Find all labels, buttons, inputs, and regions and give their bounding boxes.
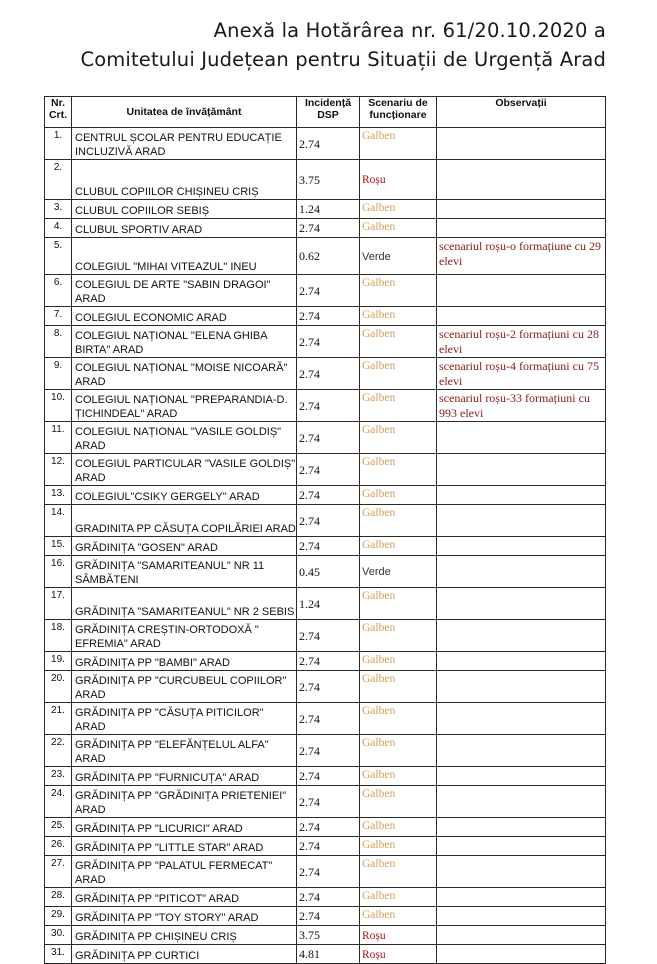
incidence-value: 2.74 [297, 537, 360, 556]
table-row [45, 888, 606, 907]
scenario-badge: Galben [360, 786, 437, 818]
observations [437, 888, 606, 907]
header-observations: Observații [437, 97, 606, 128]
observations [437, 588, 606, 620]
observations [437, 307, 606, 326]
table-row [45, 358, 606, 390]
scenario-badge: Galben [360, 358, 437, 390]
row-number: 21. [45, 703, 72, 735]
scenario-badge: Galben [360, 422, 437, 454]
school-name: COLEGIUL NAȚIONAL "MOISE NICOARĂ" ARAD [72, 358, 297, 390]
row-number: 18. [45, 620, 72, 652]
table-row [45, 818, 606, 837]
observations [437, 454, 606, 486]
incidence-value: 0.62 [297, 238, 360, 275]
observations: scenariul roșu-4 formațiuni cu 75 elevi [437, 358, 606, 390]
document-title [80, 16, 606, 74]
school-name: COLEGIUL PARTICULAR "VASILE GOLDIȘ" ARAD [72, 454, 297, 486]
scenario-badge: Galben [360, 454, 437, 486]
row-number: 29. [45, 907, 72, 926]
observations [437, 486, 606, 505]
table-row [45, 454, 606, 486]
observations [437, 275, 606, 307]
observations: scenariul roșu-33 formațiuni cu 993 elevi [437, 390, 606, 422]
school-name: CLUBUL COPIILOR SEBIȘ [72, 200, 297, 219]
school-name: GRĂDINIȚA PP "CURCUBEUL COPIILOR" ARAD [72, 671, 297, 703]
observations [437, 926, 606, 945]
incidence-value: 2.74 [297, 390, 360, 422]
scenario-badge: Galben [360, 620, 437, 652]
incidence-value: 1.24 [297, 200, 360, 219]
school-name: COLEGIUL"CSIKY GERGELY" ARAD [72, 486, 297, 505]
row-number: 12. [45, 454, 72, 486]
header-unit: Unitatea de învățământ [72, 97, 297, 128]
observations [437, 907, 606, 926]
row-number: 2. [45, 160, 72, 200]
school-name: GRĂDINIȚA PP "LICURICI" ARAD [72, 818, 297, 837]
observations [437, 703, 606, 735]
row-number: 10. [45, 390, 72, 422]
table-row [45, 390, 606, 422]
header-scenario: Scenariu de funcționare [360, 97, 437, 128]
school-name: COLEGIUL "MIHAI VITEAZUL" INEU [72, 238, 297, 275]
scenario-badge: Galben [360, 390, 437, 422]
scenario-badge: Verde [360, 238, 437, 275]
table-row [45, 486, 606, 505]
observations [437, 837, 606, 856]
school-name: CLUBUL COPIILOR CHIȘINEU CRIȘ [72, 160, 297, 200]
schools-table [44, 96, 606, 964]
table-row [45, 945, 606, 964]
incidence-value: 2.74 [297, 128, 360, 160]
school-name: GRĂDINIȚA "GOSEN" ARAD [72, 537, 297, 556]
scenario-badge: Galben [360, 818, 437, 837]
title-line-1: Anexă la Hotărârea nr. 61/20.10.2020 a [213, 19, 606, 42]
table-row [45, 652, 606, 671]
scenario-badge: Galben [360, 275, 437, 307]
scenario-badge: Galben [360, 856, 437, 888]
incidence-value: 2.74 [297, 786, 360, 818]
school-name: GRĂDINIȚA PP CHIȘINEU CRIȘ [72, 926, 297, 945]
row-number: 24. [45, 786, 72, 818]
row-number: 4. [45, 219, 72, 238]
table-row [45, 537, 606, 556]
school-name: GRĂDINIȚA PP "TOY STORY" ARAD [72, 907, 297, 926]
table-row [45, 767, 606, 786]
observations [437, 735, 606, 767]
incidence-value: 2.74 [297, 767, 360, 786]
observations [437, 856, 606, 888]
incidence-value: 2.74 [297, 856, 360, 888]
observations: scenariul roșu-2 formațiuni cu 28 elevi [437, 326, 606, 358]
school-name: GRĂDINIȚA PP "LITTLE STAR" ARAD [72, 837, 297, 856]
incidence-value: 2.74 [297, 652, 360, 671]
scenario-badge: Galben [360, 537, 437, 556]
school-name: COLEGIUL ECONOMIC ARAD [72, 307, 297, 326]
school-name: GRĂDINIȚA PP "ELEFĂNȚELUL ALFA" ARAD [72, 735, 297, 767]
scenario-badge: Galben [360, 588, 437, 620]
table-row [45, 588, 606, 620]
incidence-value: 2.74 [297, 326, 360, 358]
row-number: 15. [45, 537, 72, 556]
row-number: 31. [45, 945, 72, 964]
incidence-value: 2.74 [297, 307, 360, 326]
row-number: 3. [45, 200, 72, 219]
row-number: 17. [45, 588, 72, 620]
row-number: 11. [45, 422, 72, 454]
scenario-badge: Roșu [360, 945, 437, 964]
table-row [45, 907, 606, 926]
incidence-value: 2.74 [297, 219, 360, 238]
observations [437, 818, 606, 837]
row-number: 5. [45, 238, 72, 275]
incidence-value: 2.74 [297, 620, 360, 652]
table-row [45, 505, 606, 537]
table-row [45, 200, 606, 219]
incidence-value: 2.74 [297, 422, 360, 454]
row-number: 7. [45, 307, 72, 326]
school-name: GRĂDINIȚA PP "GRĂDINIȚA PRIETENIEI" ARAD [72, 786, 297, 818]
observations [437, 505, 606, 537]
school-name: GRĂDINIȚA PP "BAMBI" ARAD [72, 652, 297, 671]
table-row [45, 219, 606, 238]
observations [437, 652, 606, 671]
observations [437, 556, 606, 588]
school-name: COLEGIUL NAȚIONAL "VASILE GOLDIȘ" ARAD [72, 422, 297, 454]
school-name: GRĂDINIȚA PP "CĂSUȚA PITICILOR" ARAD [72, 703, 297, 735]
row-number: 26. [45, 837, 72, 856]
school-name: CLUBUL SPORTIV ARAD [72, 219, 297, 238]
row-number: 28. [45, 888, 72, 907]
school-name: COLEGIUL NAȚIONAL "PREPARANDIA-D. ȚICHINDEAL" ARAD [72, 390, 297, 422]
scenario-badge: Galben [360, 200, 437, 219]
table-row [45, 786, 606, 818]
table-row [45, 128, 606, 160]
incidence-value: 2.74 [297, 454, 360, 486]
school-name: COLEGIUL DE ARTE "SABIN DRAGOI" ARAD [72, 275, 297, 307]
table-row [45, 422, 606, 454]
school-name: GRĂDINIȚA PP "PITICOT" ARAD [72, 888, 297, 907]
scenario-badge: Galben [360, 767, 437, 786]
incidence-value: 2.74 [297, 703, 360, 735]
row-number: 8. [45, 326, 72, 358]
school-name: GRĂDINIȚA "SAMARITEANUL" NR 2 SEBIS [72, 588, 297, 620]
scenario-badge: Galben [360, 837, 437, 856]
incidence-value: 2.74 [297, 907, 360, 926]
scenario-badge: Galben [360, 128, 437, 160]
school-name: COLEGIUL NAȚIONAL "ELENA GHIBA BIRTA" ARAD [72, 326, 297, 358]
school-name: GRĂDINIȚA CREȘTIN-ORTODOXĂ " EFREMIA" ARAD [72, 620, 297, 652]
table-row [45, 160, 606, 200]
row-number: 20. [45, 671, 72, 703]
header-nr: Nr. Crt. [45, 97, 72, 128]
school-name: GRADINITA PP CĂSUȚA COPILĂRIEI ARAD [72, 505, 297, 537]
incidence-value: 2.74 [297, 486, 360, 505]
scenario-badge: Galben [360, 219, 437, 238]
row-number: 19. [45, 652, 72, 671]
incidence-value: 0.45 [297, 556, 360, 588]
table-row [45, 837, 606, 856]
incidence-value: 2.74 [297, 275, 360, 307]
school-name: GRĂDINIȚA PP CURTICI [72, 945, 297, 964]
row-number: 27. [45, 856, 72, 888]
row-number: 23. [45, 767, 72, 786]
row-number: 30. [45, 926, 72, 945]
table-row [45, 926, 606, 945]
row-number: 25. [45, 818, 72, 837]
incidence-value: 2.74 [297, 818, 360, 837]
observations [437, 160, 606, 200]
header-incidence: Incidență DSP [297, 97, 360, 128]
scenario-badge: Galben [360, 486, 437, 505]
table-row [45, 238, 606, 275]
scenario-badge: Galben [360, 671, 437, 703]
incidence-value: 2.74 [297, 671, 360, 703]
table-row [45, 326, 606, 358]
school-name: GRĂDINIȚA "SAMARITEANUL" NR 11 SÂMBĂTENI [72, 556, 297, 588]
row-number: 6. [45, 275, 72, 307]
scenario-badge: Galben [360, 907, 437, 926]
school-name: GRĂDINIȚA PP "PALATUL FERMECAT" ARAD [72, 856, 297, 888]
incidence-value: 2.74 [297, 888, 360, 907]
scenario-badge: Galben [360, 307, 437, 326]
table-row [45, 735, 606, 767]
row-number: 1. [45, 128, 72, 160]
observations [437, 422, 606, 454]
school-name: GRĂDINIȚA PP "FURNICUȚA" ARAD [72, 767, 297, 786]
observations [437, 620, 606, 652]
observations: scenariul roșu-o formațiune cu 29 elevi [437, 238, 606, 275]
scenario-badge: Galben [360, 505, 437, 537]
table-row [45, 556, 606, 588]
incidence-value: 2.74 [297, 505, 360, 537]
incidence-value: 2.74 [297, 837, 360, 856]
row-number: 22. [45, 735, 72, 767]
row-number: 14. [45, 505, 72, 537]
scenario-badge: Galben [360, 652, 437, 671]
observations [437, 767, 606, 786]
incidence-value: 2.74 [297, 735, 360, 767]
row-number: 16. [45, 556, 72, 588]
table-row [45, 671, 606, 703]
scenario-badge: Galben [360, 735, 437, 767]
observations [437, 219, 606, 238]
observations [437, 786, 606, 818]
scenario-badge: Roșu [360, 926, 437, 945]
table-row [45, 620, 606, 652]
scenario-badge: Galben [360, 888, 437, 907]
scenario-badge: Galben [360, 326, 437, 358]
observations [437, 945, 606, 964]
scenario-badge: Galben [360, 703, 437, 735]
observations [437, 671, 606, 703]
row-number: 13. [45, 486, 72, 505]
table-row [45, 856, 606, 888]
table-row [45, 307, 606, 326]
table-header-row [45, 97, 606, 128]
scenario-badge: Roșu [360, 160, 437, 200]
incidence-value: 3.75 [297, 926, 360, 945]
incidence-value: 3.75 [297, 160, 360, 200]
observations [437, 128, 606, 160]
title-line-2: Comitetului Județean pentru Situații de Urgență Arad [80, 48, 606, 71]
incidence-value: 1.24 [297, 588, 360, 620]
school-name: CENTRUL ȘCOLAR PENTRU EDUCAȚIE INCLUZIVĂ ARAD [72, 128, 297, 160]
table-row [45, 275, 606, 307]
incidence-value: 4.81 [297, 945, 360, 964]
scenario-badge: Verde [360, 556, 437, 588]
observations [437, 200, 606, 219]
table-row [45, 703, 606, 735]
incidence-value: 2.74 [297, 358, 360, 390]
row-number: 9. [45, 358, 72, 390]
observations [437, 537, 606, 556]
